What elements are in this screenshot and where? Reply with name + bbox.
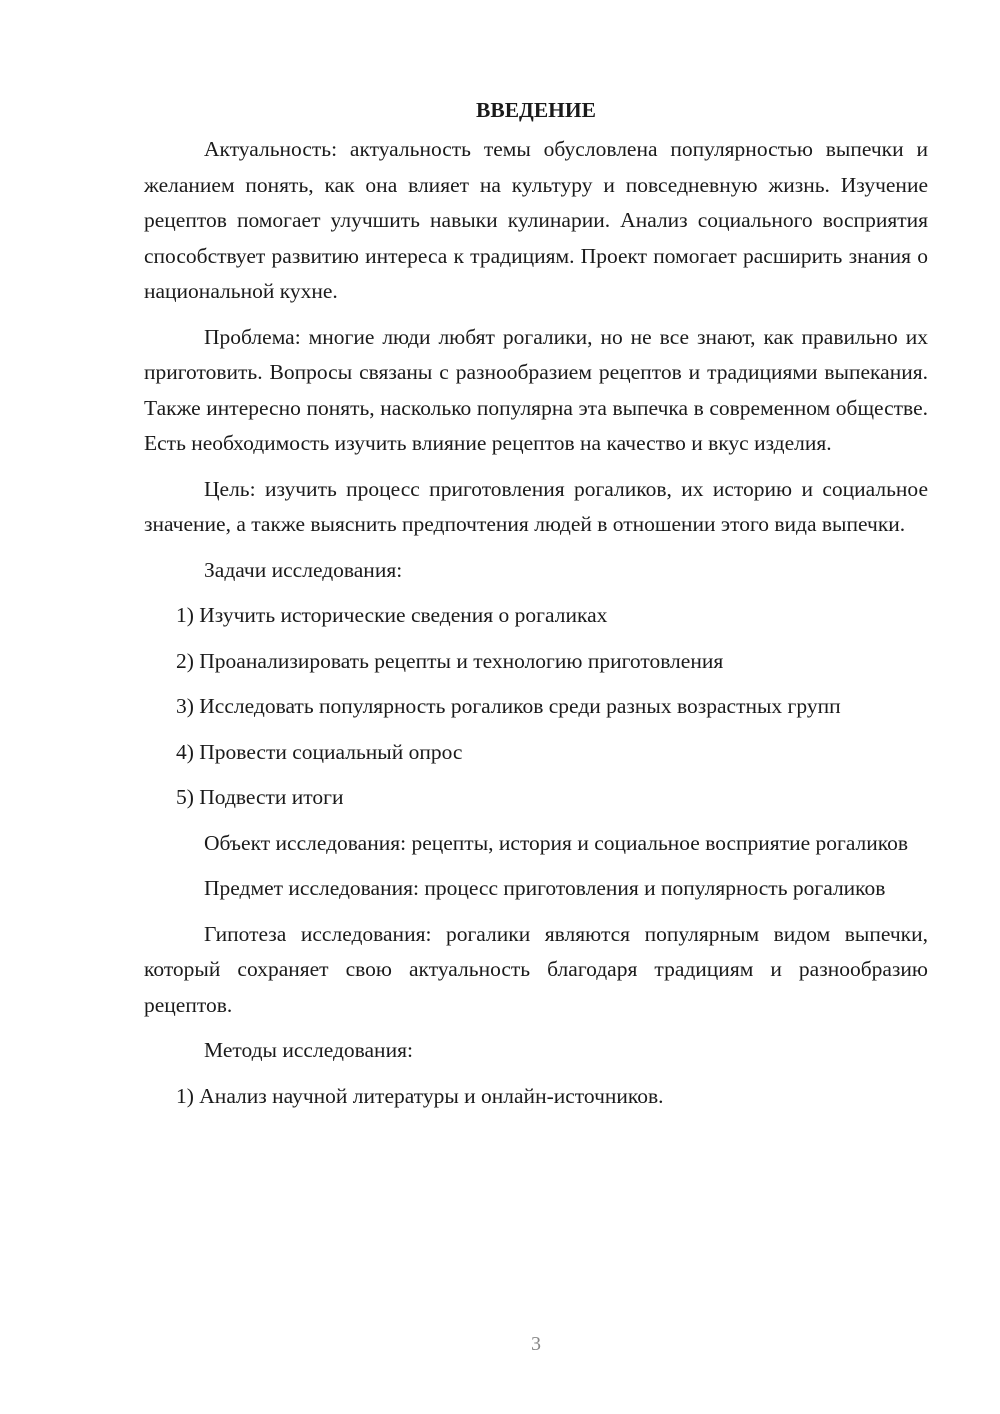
object-paragraph: Объект исследования: рецепты, история и социальное восприятие рогаликов	[204, 830, 909, 855]
tasks-heading: Задачи исследования:	[204, 557, 403, 582]
methods-heading: Методы исследования:	[204, 1038, 413, 1062]
task-item-3: 3) Исследовать популярность рогаликов среди разных возрастных групп	[176, 694, 841, 718]
task-item-2: 2) Проанализировать рецепты и технологию приготовления	[176, 648, 724, 673]
section-title: ВВЕДЕНИЕ	[476, 98, 596, 122]
problem-paragraph: Проблема: многие люди любят рогалики, но не все знают, как правильно их приготовить. Вопросы связаны с разнообразием рецептов и традициями выпекания. Также интересно понять, насколько популярна эта выпечка в современном обществе. Есть необходимость изучить влияние рецептов на качество и вкус изделия.	[144, 324, 928, 455]
page-number: 3	[531, 1333, 541, 1355]
task-item-5: 5) Подвести итоги	[176, 785, 344, 809]
goal-paragraph: Цель: изучить процесс приготовления рогаликов, их историю и социальное значение, а также выяснить предпочтения людей в отношении этого вида выпечки.	[144, 476, 928, 536]
method-item-1: 1) Анализ научной литературы и онлайн-источников.	[176, 1083, 664, 1108]
relevance-paragraph: Актуальность: актуальность темы обусловлена популярностью выпечки и желанием понять, как она влияет на культуру и повседневную жизнь. Изучение рецептов помогает улучшить навыки кулинарии. Анализ социального восприятия способствует развитию интереса к традициям. Проект помогает расширить знания о национальной кухне.	[144, 137, 928, 303]
task-item-1: 1) Изучить исторические сведения о рогаликах	[176, 603, 608, 627]
subject-paragraph: Предмет исследования: процесс приготовления и популярность рогаликов	[204, 876, 886, 900]
task-item-4: 4) Провести социальный опрос	[176, 739, 463, 764]
document-page	[144, 96, 928, 1124]
hypothesis-paragraph: Гипотеза исследования: рогалики являются популярным видом выпечки, который сохраняет свою актуальность благодаря традициям и разнообразию рецептов.	[144, 921, 928, 1017]
